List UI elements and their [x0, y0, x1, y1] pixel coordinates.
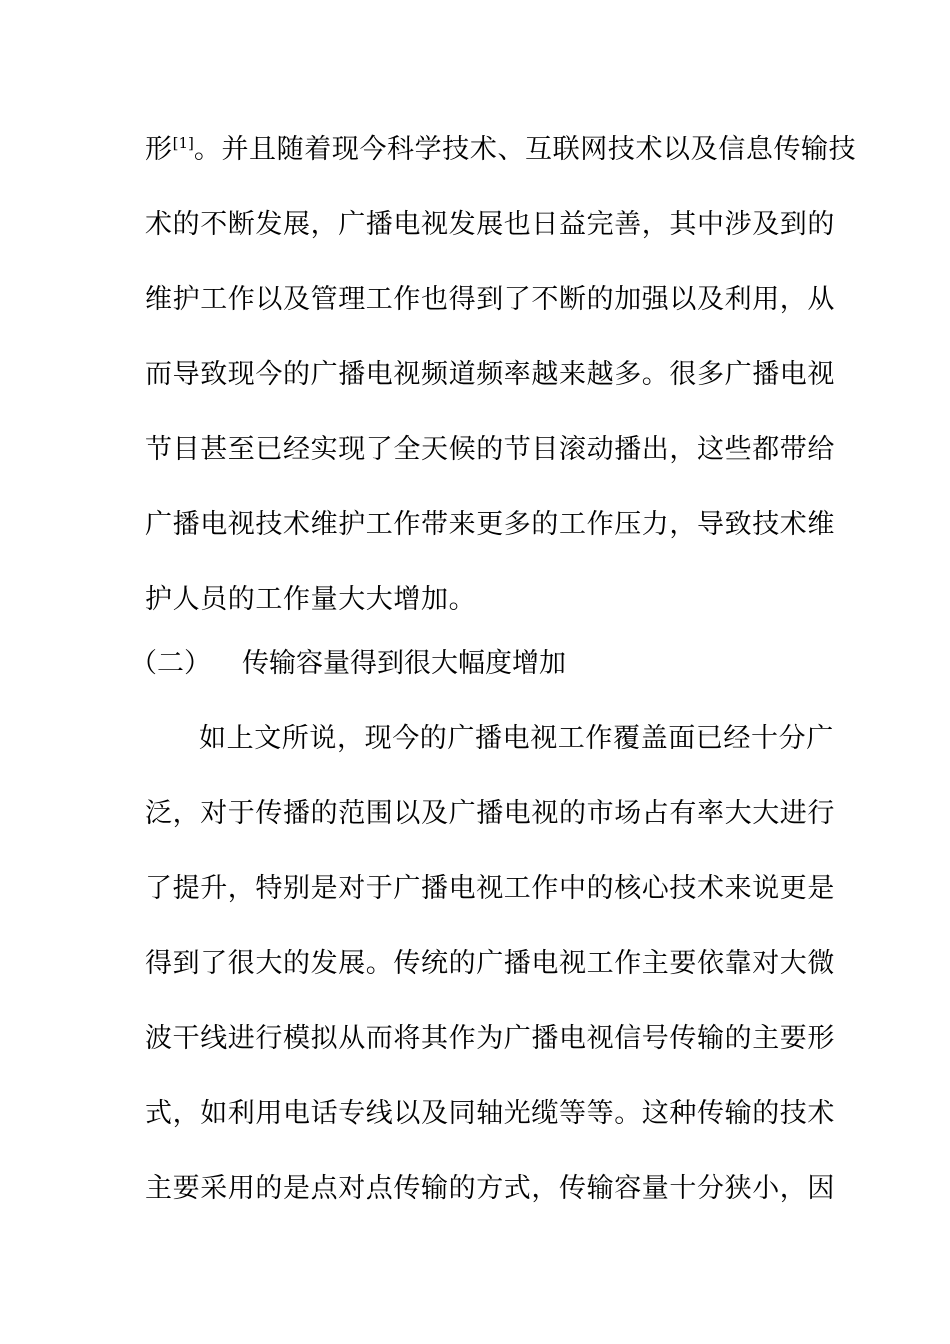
text-line: 维护工作以及管理工作也得到了不断的加强以及利用，从 — [145, 284, 835, 315]
text-line — [145, 133, 857, 167]
citation-ref[interactable]: [1] — [172, 134, 194, 152]
section-title: 传输容量得到很大幅度增加 — [242, 648, 566, 679]
text-line: 主要采用的是点对点传输的方式，传输容量十分狭小，因 — [145, 1173, 835, 1204]
text-line: 节目甚至已经实现了全天候的节目滚动播出，这些都带给 — [145, 434, 835, 465]
section-number: （二） — [130, 648, 211, 679]
text-line: 护人员的工作量大大增加。 — [145, 584, 477, 615]
text-line: 波干线进行模拟从而将其作为广播电视信号传输的主要形 — [145, 1023, 835, 1054]
text-line: 得到了很大的发展。传统的广播电视工作主要依靠对大微 — [145, 948, 835, 979]
text-line: 术的不断发展，广播电视发展也日益完善，其中涉及到的 — [145, 209, 835, 240]
text-run: 。并且随着现今科学技术、互联网技术以及信息传输技 — [193, 134, 857, 165]
text-run: 形 — [145, 134, 173, 165]
text-line: 广播电视技术维护工作带来更多的工作压力，导致技术维 — [145, 509, 835, 540]
text-line: 而导致现今的广播电视频道频率越来越多。很多广播电视 — [145, 359, 835, 390]
text-line: 了提升，特别是对于广播电视工作中的核心技术来说更是 — [145, 873, 835, 904]
text-line: 泛，对于传播的范围以及广播电视的市场占有率大大进行 — [145, 798, 835, 829]
text-line: 式，如利用电话专线以及同轴光缆等等。这种传输的技术 — [145, 1098, 835, 1129]
text-line: 如上文所说，现今的广播电视工作覆盖面已经十分广 — [199, 723, 834, 754]
section-heading — [130, 647, 566, 681]
